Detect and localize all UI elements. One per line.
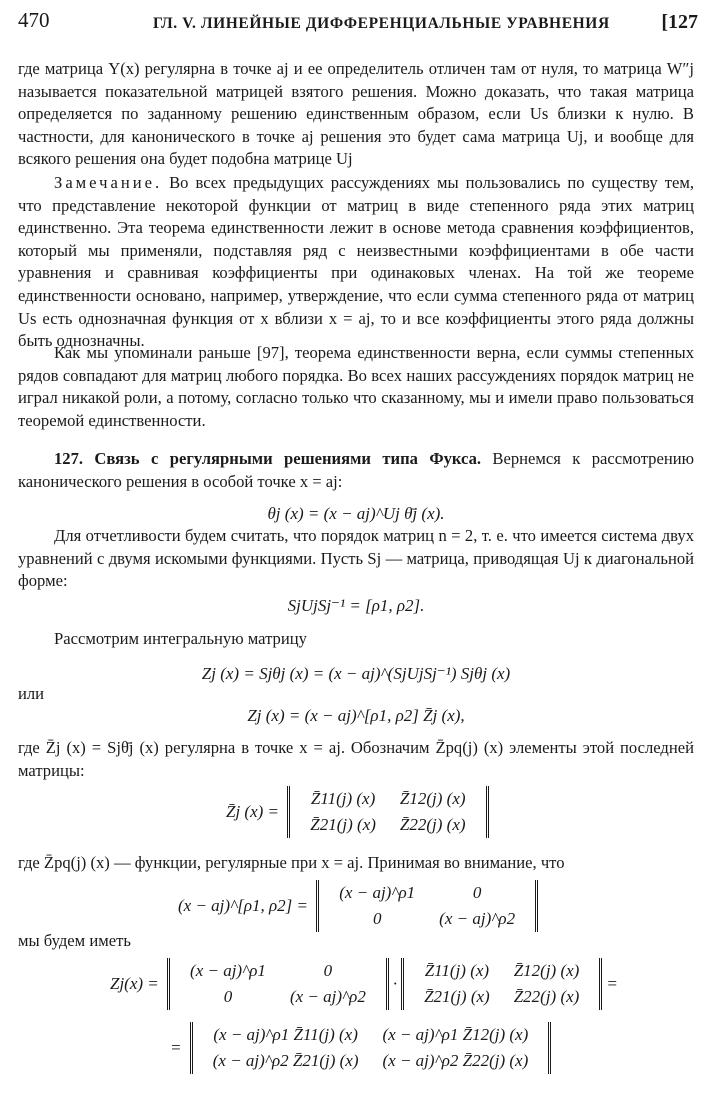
matrix-result bbox=[190, 1022, 552, 1074]
section-127 bbox=[18, 448, 694, 493]
matrix-power bbox=[316, 880, 538, 932]
paragraph-6-text: где Z̄j (x) = Sjθ̄j (x) регулярна в точке x = aj. Обозначим Z̄pq(j) (x) элементы этой последней матрицы: bbox=[18, 738, 694, 780]
paragraph-7-text: где Z̄pq(j) (x) — функции, регулярные при x = aj. Принимая во внимание, что bbox=[18, 853, 565, 872]
matrix-cell: Z̄22(j) (x) bbox=[399, 815, 466, 834]
paragraph-4-text: Для отчетливости будем считать, что порядок матриц n = 2, т. е. что имеется система двух уравнений с двумя искомыми функциями. Пусть Sj — матрица, приводящая Uj к диагональной форме: bbox=[18, 526, 694, 591]
paragraph-5 bbox=[18, 628, 694, 651]
matrix-cell: (x − aj)^ρ2 Z̄21(j) (x) bbox=[212, 1051, 359, 1070]
matrix-cell: (x − aj)^ρ2 Z̄22(j) (x) bbox=[382, 1051, 529, 1070]
dot-operator: · bbox=[392, 973, 398, 993]
matrix-cell: Z̄12(j) (x) bbox=[513, 961, 580, 980]
section-number: [127 bbox=[661, 11, 698, 33]
matrix-cell: Z̄11(j) (x) bbox=[424, 961, 490, 980]
paragraph-4 bbox=[18, 525, 694, 593]
matrix-cell: (x − aj)^ρ1 Z̄12(j) (x) bbox=[382, 1025, 529, 1044]
paragraph-3 bbox=[18, 342, 694, 432]
equation-Zbar-matrix bbox=[226, 786, 493, 838]
matrix-power-factor bbox=[167, 958, 389, 1010]
matrix-cell: Z̄11(j) (x) bbox=[310, 789, 376, 808]
matrix-cell: 0 bbox=[372, 909, 382, 928]
paragraph-3-text: Как мы упоминали раньше [97], теорема единственности верна, если суммы степенных рядов совпадают для матриц любого порядка. Во всех наших рассуждениях порядок матриц не играл никакой роли, а потому, согласно только что сказанному, мы и имели право пользоваться теоремой единственности. bbox=[18, 343, 694, 430]
matrix-cell: (x − aj)^ρ2 bbox=[289, 987, 366, 1006]
running-head bbox=[18, 9, 698, 39]
matrix-cell: Z̄22(j) (x) bbox=[513, 987, 580, 1006]
page-number: 470 bbox=[18, 8, 50, 32]
matrix-Zbar bbox=[287, 786, 488, 838]
remark-text: Во всех предыдущих рассуждениях мы пользовались по существу тем, что представление некоторой функции от матриц в виде степенного ряда этих матриц единственно. Эта теорема единственности лежит в основе метода сравнения коэффициентов, который мы применяли, подставляя ряд с неизвестными коэффициентами в обе части уравнения и сравнивая коэффициенты при одинаковых членах. На той же теореме единственности основано, например, утверждение, что если сумма степенного ряда от матриц Us есть однозначная функция от x вблизи x = aj, то и все коэффициенты этого ряда должны быть однозначны. bbox=[18, 173, 694, 351]
remark-label: Замечание. bbox=[54, 173, 163, 192]
equation-diagonal: SjUjSj⁻¹ = [ρ1, ρ2]. bbox=[287, 596, 425, 615]
equation-result-lhs: = bbox=[170, 1037, 182, 1057]
equals-sign: = bbox=[606, 973, 618, 993]
or-word: или bbox=[18, 684, 45, 703]
paragraph-5-text: Рассмотрим интегральную матрицу bbox=[54, 629, 307, 648]
equation-result bbox=[170, 1022, 555, 1074]
equation-product bbox=[110, 958, 618, 1010]
chapter-title: ГЛ. V. ЛИНЕЙНЫЕ ДИФФЕРЕНЦИАЛЬНЫЕ УРАВНЕНИЯ bbox=[153, 15, 610, 32]
equation-Z-definition: Zj (x) = Sjθj (x) = (x − aj)^(SjUjSj⁻¹) Sjθj (x) bbox=[201, 664, 511, 683]
equation-power-matrix bbox=[178, 880, 542, 932]
paragraph-6 bbox=[18, 737, 694, 782]
paragraph-1-text: где матрица Y(x) регулярна в точке aj и ее определитель отличен там от нуля, то матрица W″j называется показательной матрицей взятого решения. Можно доказать, что такая матрица определяется по заданному решению единственным образом, если Us близки к нулю. В частности, для канонического в точке aj решения это будет сама матрица Uj, и вообще для всякого решения она будет подобна матрице Uj bbox=[18, 59, 694, 169]
equation-Z-alternate: Zj (x) = (x − aj)^[ρ1, ρ2] Z̄j (x), bbox=[247, 706, 465, 725]
equation-product-lhs: Zj(x) = bbox=[110, 973, 159, 993]
equation-theta: θj (x) = (x − aj)^Uj θ̄j (x). bbox=[267, 504, 445, 523]
matrix-cell: 0 bbox=[472, 883, 482, 902]
paragraph-1 bbox=[18, 58, 694, 171]
matrix-cell: (x − aj)^ρ1 bbox=[339, 883, 416, 902]
matrix-cell: Z̄21(j) (x) bbox=[310, 815, 376, 834]
we-have-text: мы будем иметь bbox=[18, 931, 131, 950]
remark-paragraph bbox=[18, 172, 694, 353]
matrix-cell: 0 bbox=[323, 961, 333, 980]
matrix-cell: Z̄21(j) (x) bbox=[424, 987, 490, 1006]
paragraph-7 bbox=[18, 852, 694, 875]
matrix-cell: (x − aj)^ρ1 Z̄11(j) (x) bbox=[213, 1025, 358, 1044]
equation-power-lhs: (x − aj)^[ρ1, ρ2] = bbox=[178, 895, 309, 915]
matrix-cell: Z̄12(j) (x) bbox=[399, 789, 466, 808]
matrix-Zbar-factor bbox=[401, 958, 602, 1010]
section-127-text: Вернемся к рассмотрению канонического решения в особой точке x = aj: bbox=[18, 449, 694, 491]
section-127-title: 127. Связь с регулярными решениями типа Фукса. bbox=[54, 449, 482, 468]
equation-Zbar-lhs: Z̄j (x) = bbox=[226, 801, 280, 821]
matrix-cell: 0 bbox=[223, 987, 233, 1006]
matrix-cell: (x − aj)^ρ2 bbox=[439, 909, 516, 928]
matrix-cell: (x − aj)^ρ1 bbox=[190, 961, 266, 980]
